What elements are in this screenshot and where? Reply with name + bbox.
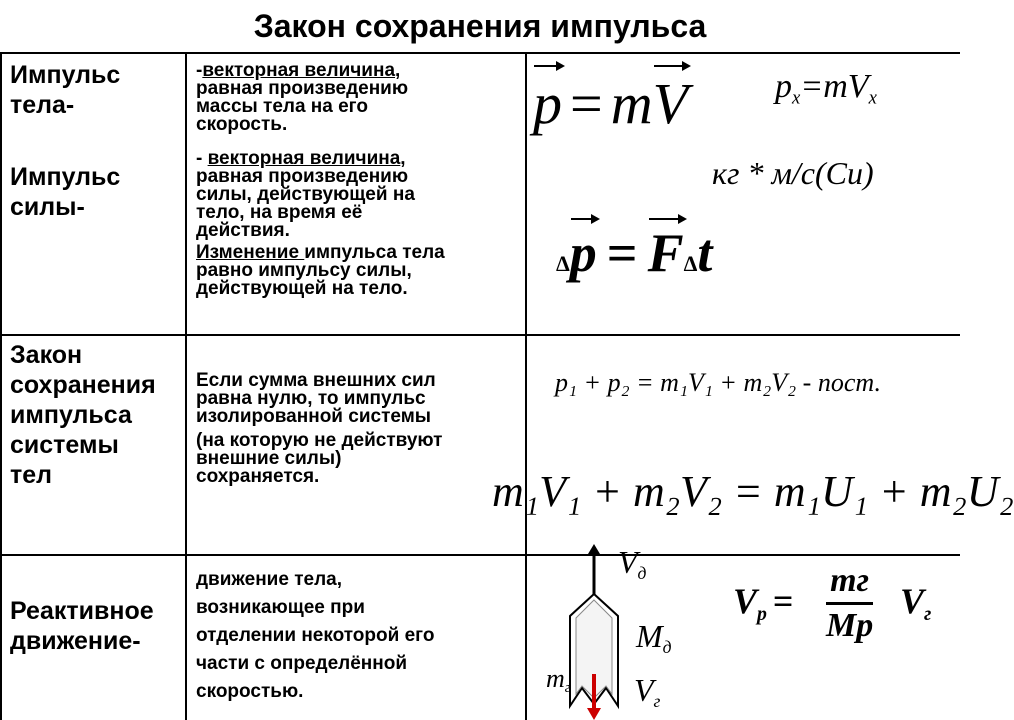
label-reactive: Реактивное движение-	[10, 597, 154, 655]
desc-impulse-body: -векторная величина, равная произведению массы тела на его скорость.	[196, 60, 409, 135]
rocket-label-m-small: $m_г$	[546, 664, 571, 696]
formula-system-equation: m₁V₁ + m₂V₂ = m₁U₁ + m₂U₂	[492, 467, 1014, 516]
label-conservation: Закон сохранения импульса системы тел	[10, 341, 156, 489]
formula-p-mv: p = mV	[533, 71, 689, 136]
grid-col2	[525, 52, 527, 720]
gas-velocity-arrowhead	[587, 708, 601, 720]
grid-top	[0, 52, 960, 54]
grid-row1	[0, 334, 960, 336]
formula-px: $p_x=mV_x$	[775, 68, 877, 109]
grid-col1	[185, 52, 187, 720]
page-title: Закон сохранения импульса	[253, 8, 707, 44]
units-label: кг * м/с(Си)	[712, 155, 874, 191]
formula-vr: $V_р$ =	[733, 581, 794, 625]
velocity-up-arrowhead	[588, 544, 600, 554]
desc-conservation: Если сумма внешних сил равна нулю, то импульс изолированной системы (на которую не действуют внешние силы) сохраняется.	[196, 370, 443, 487]
formula-system-sum: p₁ + p₂ = m₁V₁ + m₂V₂ - пост.	[555, 368, 881, 397]
formula-fraction: mг Mр	[826, 562, 874, 644]
formula-delta-p: Δp = FΔt	[556, 223, 713, 283]
vector-p: p	[533, 71, 562, 136]
rocket-label-vg: $V_г$	[634, 672, 661, 712]
rocket-label-vd: $V_д$	[618, 544, 647, 584]
desc-impulse-force: - векторная величина, равная произведению силы, действующей на тело, на время её действия. Изменение импульса тела равно импульсу силы, действующей на тело.	[196, 148, 445, 299]
desc-reactive: движение тела, возникающее при отделении некоторой его части с определённой скоростью.	[196, 569, 435, 702]
rocket-label-m-big: $M_д$	[636, 618, 672, 658]
grid-left	[0, 52, 2, 720]
label-impulse-force: Импульс силы-	[10, 163, 121, 221]
formula-vg: $V_г$	[900, 581, 932, 625]
label-impulse-body: Импульс тела-	[10, 61, 121, 119]
vector-v: V	[652, 71, 689, 136]
grid-row2	[0, 554, 960, 556]
